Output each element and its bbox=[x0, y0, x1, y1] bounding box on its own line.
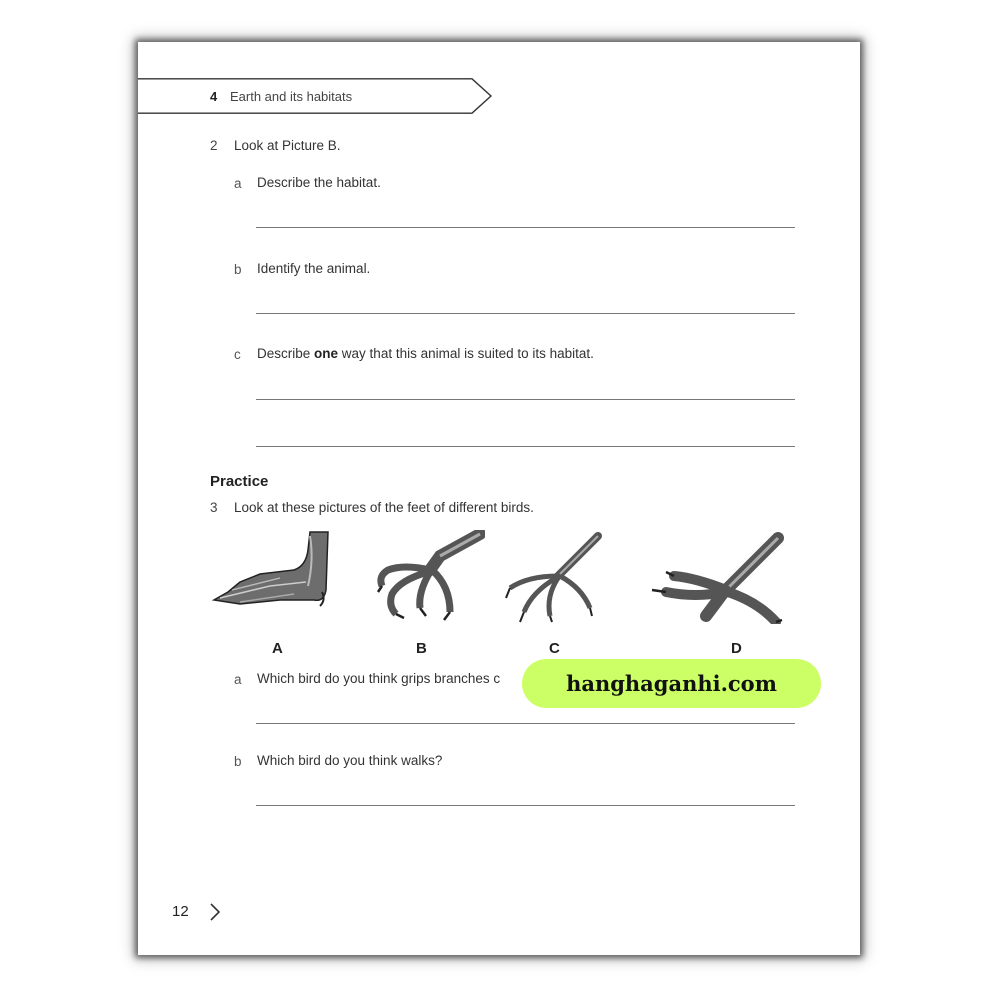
page-number: 12 bbox=[172, 903, 189, 920]
part-letter: a bbox=[234, 176, 242, 191]
unit-title: Earth and its habitats bbox=[230, 89, 353, 104]
walking-foot-icon bbox=[646, 532, 788, 624]
answer-line[interactable] bbox=[256, 446, 795, 447]
answer-line[interactable] bbox=[256, 805, 795, 806]
unit-number: 4 bbox=[210, 89, 218, 104]
part-text: Identify the animal. bbox=[257, 261, 371, 276]
webbed-foot-icon bbox=[210, 530, 330, 610]
part-letter: b bbox=[234, 262, 242, 277]
foot-label-d: D bbox=[731, 640, 742, 657]
answer-line[interactable] bbox=[256, 399, 795, 400]
part-text: Describe the habitat. bbox=[257, 175, 381, 190]
watermark-badge: hanghaganhi.com bbox=[522, 659, 821, 708]
question-prompt: Look at these pictures of the feet of different birds. bbox=[234, 500, 534, 515]
part-text: Describe one way that this animal is suited to its habitat. bbox=[257, 346, 594, 361]
section-title: Practice bbox=[210, 473, 269, 490]
part-text: Which bird do you think grips branches c bbox=[257, 671, 501, 686]
answer-line[interactable] bbox=[256, 227, 795, 228]
part-letter: a bbox=[234, 672, 242, 687]
unit-header bbox=[138, 78, 494, 114]
foot-label-b: B bbox=[416, 640, 427, 657]
answer-line[interactable] bbox=[256, 723, 795, 724]
talon-foot-icon bbox=[370, 530, 485, 622]
part-letter: c bbox=[234, 347, 241, 362]
part-letter: b bbox=[234, 754, 242, 769]
question-number: 3 bbox=[210, 500, 218, 515]
perching-foot-icon bbox=[498, 532, 603, 624]
workbook-page bbox=[138, 42, 860, 955]
question-prompt: Look at Picture B. bbox=[234, 138, 341, 153]
question-number: 2 bbox=[210, 138, 218, 153]
foot-label-a: A bbox=[272, 640, 283, 657]
part-text: Which bird do you think walks? bbox=[257, 753, 443, 768]
answer-line[interactable] bbox=[256, 313, 795, 314]
foot-label-c: C bbox=[549, 640, 560, 657]
chevron-right-icon bbox=[208, 902, 222, 922]
